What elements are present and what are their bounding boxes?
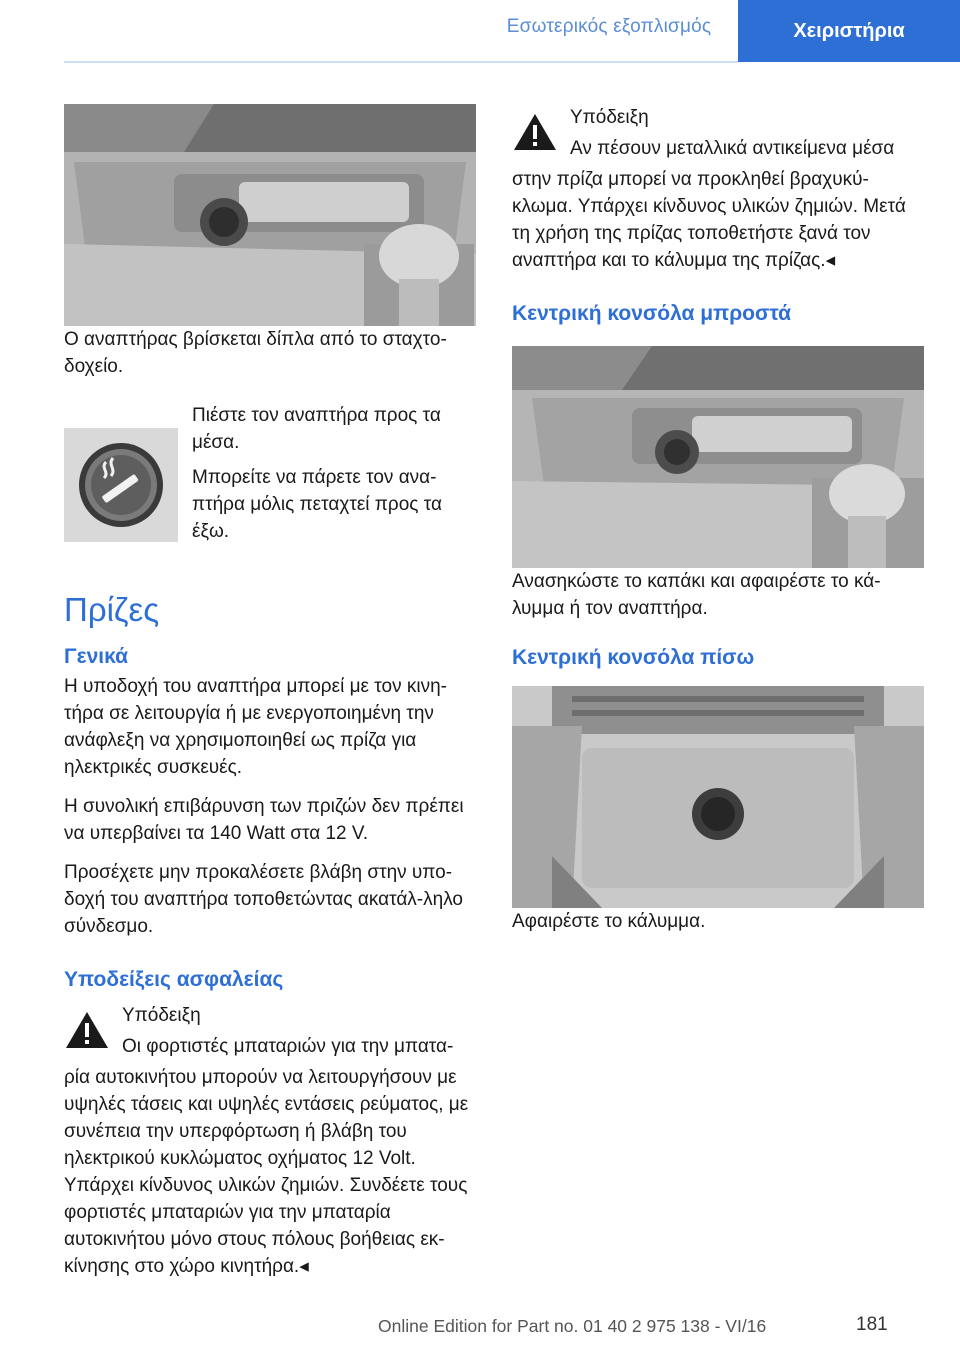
socket-warning [512,104,924,166]
warning-first-line: Οι φορτιστές μπαταριών για την μπατα- [122,1036,454,1057]
ashtray-lighter-photo [64,104,476,326]
warning-triangle-icon [64,1002,110,1064]
chapter-tab: Χειριστήρια [738,0,960,62]
safety-heading: Υποδείξεις ασφαλείας [64,968,284,991]
general-paragraph: Η συνολική επιβάρυνση των πριζών δεν πρέπει να υπερβαίνει τα 140 Watt στα 12 V. [64,796,464,844]
page-header [0,0,960,62]
warning-first-line: Αν πέσουν μεταλλικά αντικείμενα μέσα [570,138,895,159]
cigarette-lighter-icon [64,428,178,542]
section-title: Εσωτερικός εξοπλισμός [506,16,712,37]
photo-caption: Ο αναπτήρας βρίσκεται δίπλα από το σταχτο-δοχείο. [64,329,447,377]
general-heading: Γενικά [64,645,129,668]
sockets-heading: Πρίζες [64,591,160,628]
rear-console-photo [512,686,924,908]
instruction-remove: Μπορείτε να πάρετε τον ανα-πτήρα μόλις πεταχτεί προς τα έξω. [192,467,442,542]
edition-footer: Online Edition for Part no. 01 40 2 975 138 - VI/16 [378,1316,767,1336]
rear-console-heading: Κεντρική κονσόλα πίσω [512,646,755,669]
front-console-caption: Ανασηκώστε το καπάκι και αφαιρέστε το κά-λυμμα ή τον αναπτήρα. [512,571,881,619]
lighter-instructions [64,402,476,553]
warning-text: ρία αυτοκινήτου μπορούν να λειτουργήσουν με υψηλές τάσεις και υψηλές εντάσεις ρεύματος, με συνέπεια την υπερφόρτωση ή βλάβη του ηλεκτρικού κυκλώματος οχήματος 12 Volt. Υπάρχει κίνδυνος υλικών ζημιών. Συνδέετε τους φορτιστές μπαταριών για την μπαταρία αυτοκινήτου μόνο στους πόλους βοήθειας εκ-κίνησης στο χώρο κινητήρα.◂ [64,1067,469,1277]
right-column [512,104,924,947]
general-paragraph: Προσέχετε μην προκαλέσετε βλάβη στην υπο-δοχή του αναπτήρα τοποθετώντας ακατάλ-ληλο σύνδεσμο. [64,862,463,937]
page-number: 181 [856,1314,888,1335]
warning-label: Υπόδειξη [570,107,649,128]
instruction-press: Πιέστε τον αναπτήρα προς τα μέσα. [192,405,441,453]
left-column [64,104,476,1280]
front-console-heading: Κεντρική κονσόλα μπροστά [512,302,792,325]
safety-warning [64,1002,476,1064]
warning-label: Υπόδειξη [122,1005,201,1026]
warning-triangle-icon [512,104,558,166]
warning-text: στην πρίζα μπορεί να προκληθεί βραχυκύ-κλωμα. Υπάρχει κίνδυνος υλικών ζημιών. Μετά τη χρήση της πρίζας τοποθετήστε ξανά τον αναπτήρα και το κάλυμμα της πρίζας.◂ [512,169,906,271]
general-paragraph: Η υποδοχή του αναπτήρα μπορεί με τον κινη-τήρα σε λειτουργία ή με ενεργοποιημένη την ανάφλεξη να χρησιμοποιηθεί ως πρίζα για ηλεκτρικές συσκευές. [64,676,447,778]
rear-console-caption: Αφαιρέστε το κάλυμμα. [512,911,706,932]
front-console-photo [512,346,924,568]
header-rule [64,61,738,63]
